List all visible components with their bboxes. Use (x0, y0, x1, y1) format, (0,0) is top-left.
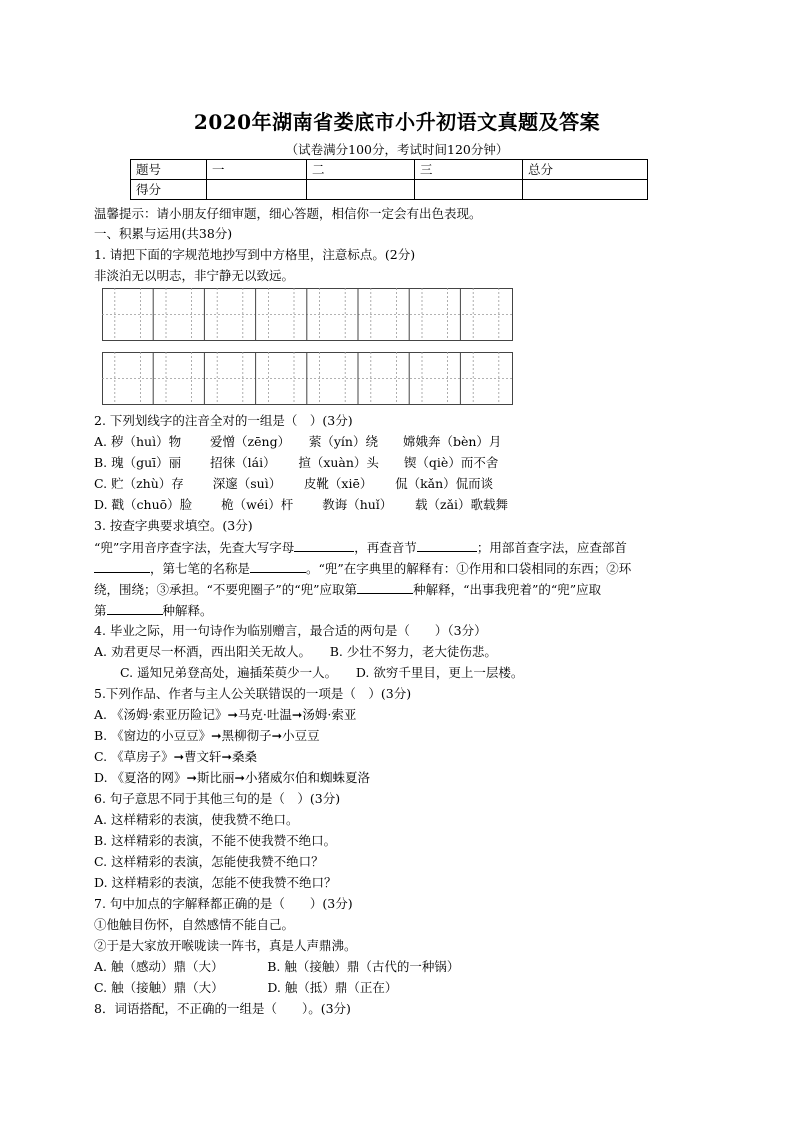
score-cell: 得分 (131, 180, 207, 200)
option-line: A. 这样精彩的表演，使我赞不绝口。 (94, 812, 299, 827)
question-stem: 8．词语搭配，不正确的一组是（ ）。(3分) (94, 1001, 351, 1016)
sentence-line: ②于是大家放开喉咙读一阵书，真是人声鼎沸。 (94, 938, 357, 953)
text-segment: 绕，围绕；③承担。“不要兜圈子”的“兜”应取第 (94, 582, 358, 597)
sentence-line: ①他触目伤怀，自然感情不能自己。 (94, 917, 295, 932)
exam-subtitle: （试卷满分100分，考试时间120分钟） (285, 142, 509, 157)
text-segment: “兜”字用音序查字法，先查大写字母 (94, 540, 295, 555)
score-table (130, 159, 648, 200)
score-cell: 题号 (131, 160, 207, 180)
question-stem: 2. 下列划线字的注音全对的一组是（ ）(3分) (94, 413, 353, 428)
question-stem: 7. 句中加点的字解释都正确的是（ ）(3分) (94, 896, 353, 911)
question-stem: 4. 毕业之际，用一句诗作为临别赠言，最合适的两句是（ ）（3分） (94, 623, 487, 638)
score-table-score-row (131, 180, 648, 200)
option-line: C. 贮（zhù）存 深邃（suì） 皮靴（xiē） 侃（kǎn）侃而谈 (94, 476, 494, 491)
question-stem: 6. 句子意思不同于其他三句的是（ ）(3分) (94, 791, 341, 806)
option-line: C. 《草房子》➞曹文轩➞桑桑 (94, 749, 258, 764)
page-title: 2020年湖南省娄底市小升初语文真题及答案 (193, 110, 601, 134)
option-line: D. 戳（chuō）脸 桅（wéi）杆 教诲（huǐ） 载（zǎi）歌载舞 (94, 497, 509, 512)
answer-blank[interactable] (250, 560, 306, 573)
fill-line (94, 560, 631, 577)
fill-line (94, 581, 601, 598)
answer-blank[interactable] (417, 539, 477, 552)
score-cell: 总分 (523, 160, 648, 180)
fill-line (94, 539, 627, 556)
option-line: C. 遥知兄弟登高处，遍插茱萸少一人。 D. 欲穷千里目，更上一层楼。 (120, 665, 524, 680)
answer-blank[interactable] (357, 581, 413, 594)
question-stem: 3. 按查字典要求填空。(3分) (94, 518, 253, 533)
score-cell: 二 (307, 160, 415, 180)
option-line: D. 这样精彩的表演，怎能不使我赞不绝口？ (94, 875, 337, 890)
text-segment: 种解释，“出事我兜着”的“兜”应取 (413, 582, 602, 597)
score-input-cell[interactable] (415, 180, 523, 200)
option-line: A. 触（感动）鼎（大） B. 触（接触）鼎（古代的一种锅） (94, 959, 460, 974)
answer-blank[interactable] (294, 539, 354, 552)
text-segment: 第 (94, 603, 107, 618)
fill-line (94, 602, 213, 619)
option-line: C. 这样精彩的表演，怎能使我赞不绝口？ (94, 854, 324, 869)
score-cell: 三 (415, 160, 523, 180)
option-line: B. 这样精彩的表演，不能不使我赞不绝口。 (94, 833, 337, 848)
text-segment: ，第七笔的名称是 (150, 561, 251, 576)
option-line: D. 《夏洛的网》➞斯比丽➞小猪威尔伯和蜘蛛夏洛 (94, 770, 370, 785)
answer-blank[interactable] (107, 602, 163, 615)
answer-blank[interactable] (94, 560, 150, 573)
text-segment: ；用部首查字法，应查部首 (476, 540, 627, 555)
option-line: B. 《窗边的小豆豆》➞黑柳彻子➞小豆豆 (94, 728, 320, 743)
writing-grid[interactable] (102, 288, 514, 342)
option-line: B. 瑰（guī）丽 招徕（lái） 揎（xuàn）头 锲（qiè）而不舍 (94, 455, 499, 470)
score-input-cell[interactable] (523, 180, 648, 200)
tip-text: 温馨提示：请小朋友仔细审题，细心答题，相信你一定会有出色表现。 (94, 206, 482, 221)
text-segment: 种解释。 (162, 603, 213, 618)
option-line: A. 劝君更尽一杯酒，西出阳关无故人。 B. 少壮不努力，老大徒伤悲。 (94, 644, 497, 659)
option-line: A. 秽（huì）物 爱憎（zēng） 萦（yín）绕 嫦娥奔（bèn）月 (94, 434, 502, 449)
score-table-header-row (131, 160, 648, 180)
score-input-cell[interactable] (307, 180, 415, 200)
option-line: C. 触（接触）鼎（大） D. 触（抵）鼎（正在） (94, 980, 398, 995)
copy-source-text: 非淡泊无以明志，非宁静无以致远。 (94, 268, 295, 283)
score-input-cell[interactable] (207, 180, 307, 200)
option-line: A. 《汤姆·索亚历险记》➞马克·吐温➞汤姆·索亚 (94, 707, 357, 722)
text-segment: ，再查音节 (354, 540, 417, 555)
question-stem: 1. 请把下面的字规范地抄写到中方格里，注意标点。(2分) (94, 247, 416, 262)
text-segment: 。“兜”在字典里的解释有：①作用和口袋相同的东西；②环 (306, 561, 632, 576)
question-stem: 5.下列作品、作者与主人公关联错误的一项是（ ）(3分) (94, 686, 412, 701)
score-cell: 一 (207, 160, 307, 180)
writing-grid[interactable] (102, 352, 514, 406)
section-heading: 一、积累与运用(共38分) (94, 226, 233, 241)
